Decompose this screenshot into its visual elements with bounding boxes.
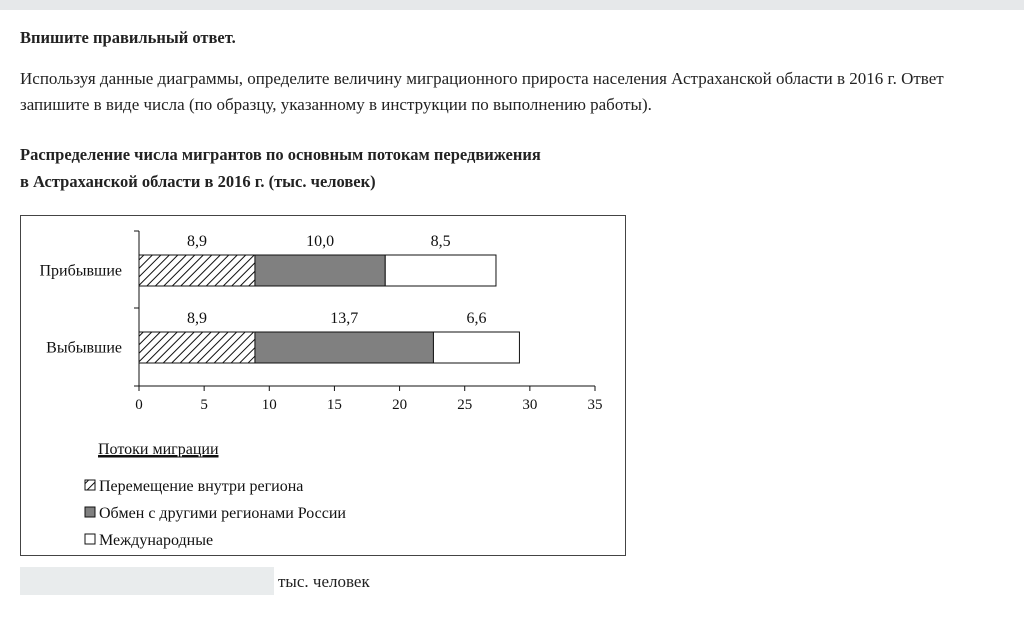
legend-swatch-0 xyxy=(85,480,95,490)
answer-input[interactable] xyxy=(20,567,274,595)
bar-label-1-0: 8,9 xyxy=(186,310,207,327)
bar-1-1 xyxy=(255,332,433,363)
legend-swatch-1 xyxy=(85,507,95,517)
bar-1-2 xyxy=(433,332,519,363)
bar-label-0-2: 8,5 xyxy=(430,233,451,250)
bar-1-0 xyxy=(139,332,255,363)
answer-unit: тыс. человек xyxy=(278,572,370,591)
legend-label-2: Международные xyxy=(99,532,214,549)
category-label-1: Выбывшие xyxy=(46,339,122,357)
bar-label-0-0: 8,9 xyxy=(186,233,207,250)
x-tick-label-25: 25 xyxy=(457,397,473,413)
legend-label-1: Обмен с другими регионами России xyxy=(99,505,346,522)
legend-label-0: Перемещение внутри региона xyxy=(99,478,304,495)
legend-title: Потоки миграции xyxy=(98,441,219,458)
chart-frame xyxy=(20,215,626,556)
top-bar xyxy=(0,0,1024,10)
bar-label-0-1: 10,0 xyxy=(306,233,335,250)
category-label-0: Прибывшие xyxy=(39,262,122,280)
bar-0-1 xyxy=(255,255,385,286)
bar-0-2 xyxy=(385,255,496,286)
chart-title-line-1: Распределение числа мигрантов по основным потокам передвижения xyxy=(20,145,541,164)
x-tick-label-10: 10 xyxy=(261,397,277,413)
migration-chart xyxy=(21,216,625,555)
x-tick-label-5: 5 xyxy=(200,397,208,413)
chart-title xyxy=(20,141,541,195)
question-text: Используя данные диаграммы, определите величину миграционного прироста населения Астраханской области в 2016 г. Ответ запишите в виде числа (по образцу, указанному в инструкции по выполнению работы). xyxy=(20,69,944,114)
x-tick-label-20: 20 xyxy=(392,397,408,413)
bar-label-1-1: 13,7 xyxy=(330,310,359,327)
x-tick-label-35: 35 xyxy=(587,397,603,413)
bar-0-0 xyxy=(139,255,255,286)
chart-title-line-2: в Астраханской области в 2016 г. (тыс. человек) xyxy=(20,172,376,191)
x-tick-label-30: 30 xyxy=(522,397,538,413)
instruction-text: Впишите правильный ответ. xyxy=(20,28,236,47)
x-tick-label-15: 15 xyxy=(326,397,342,413)
legend-swatch-2 xyxy=(85,534,95,544)
bar-label-1-2: 6,6 xyxy=(466,310,487,327)
x-tick-label-0: 0 xyxy=(135,397,143,413)
